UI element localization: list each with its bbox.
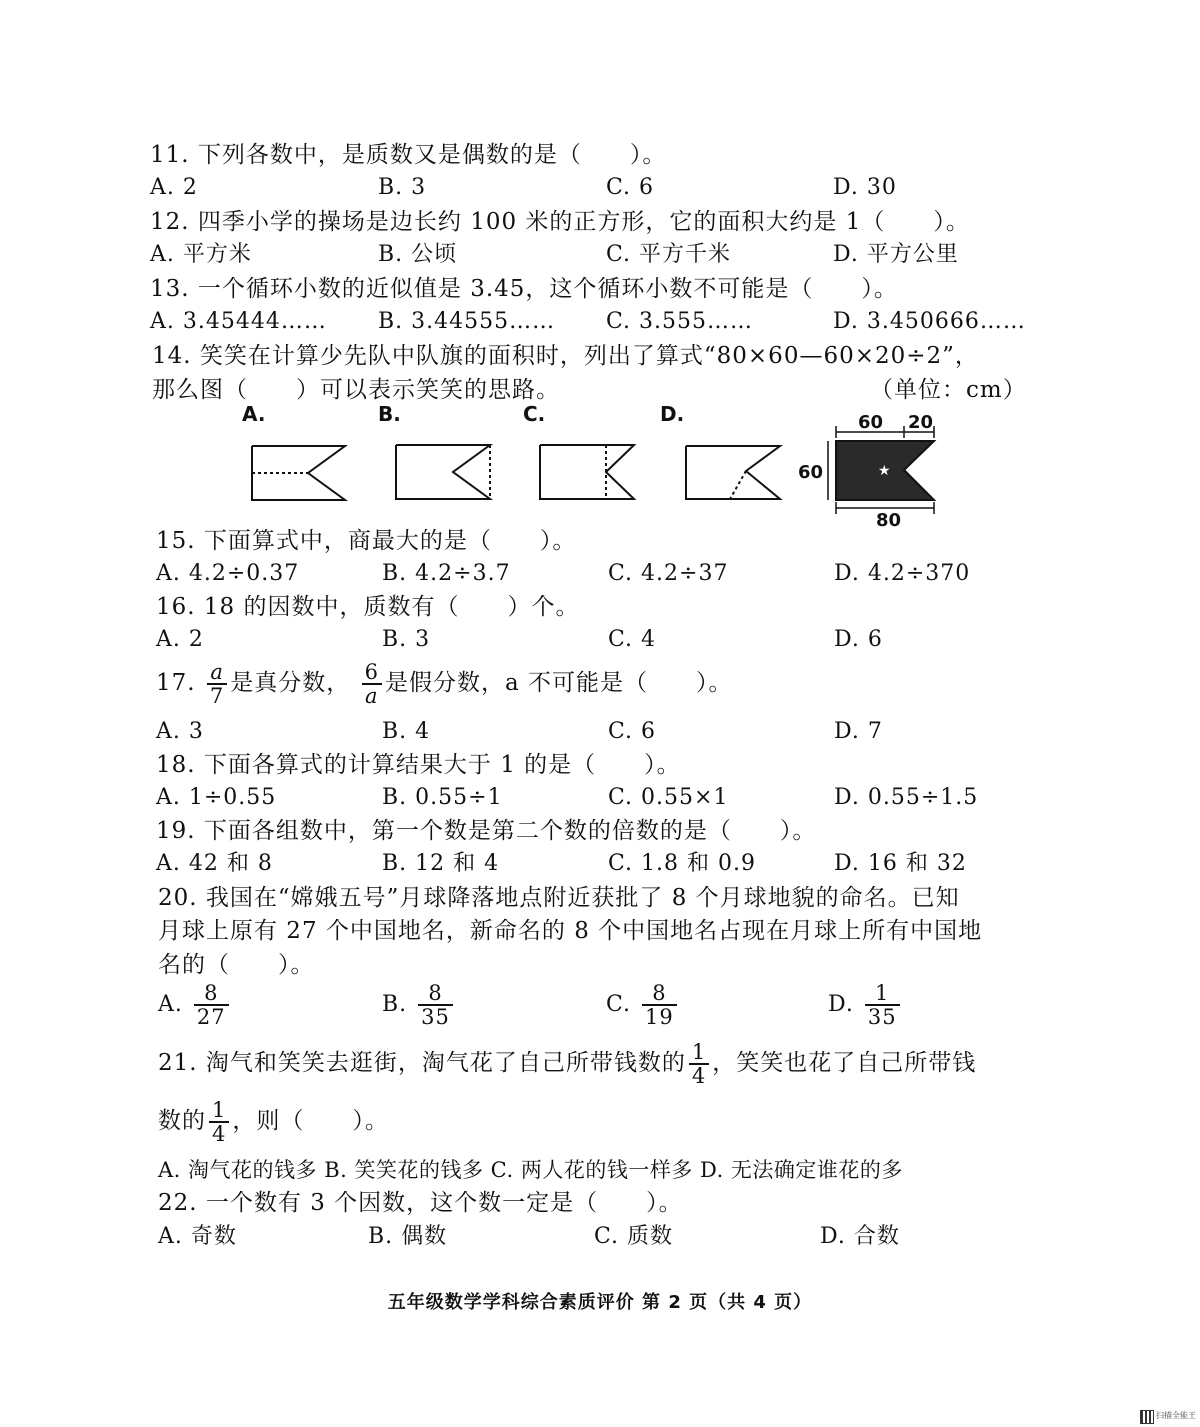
q11-option-d: D. 30 — [833, 175, 897, 200]
q18-option-d: D. 0.55÷1.5 — [834, 785, 979, 810]
fraction-denominator: 27 — [196, 1005, 226, 1029]
q18-stem: 18. 下面各算式的计算结果大于 1 的是（ ）。 — [156, 752, 681, 778]
q12-stem: 12. 四季小学的操场是边长约 100 米的正方形，它的面积大约是 1（ ）。 — [150, 209, 970, 235]
q15-option-c: C. 4.2÷37 — [608, 561, 729, 586]
q17-fraction-1 — [207, 661, 227, 707]
q21-line1 — [158, 1040, 976, 1087]
q16-option-d: D. 6 — [834, 627, 883, 652]
fraction-numerator: 1 — [209, 1099, 229, 1123]
fraction-numerator: 1 — [865, 982, 900, 1006]
q14-figure-c — [540, 445, 634, 499]
q14-figure-label-a: A. — [242, 402, 266, 426]
q17-tail-text: 是假分数，a 不可能是（ ）。 — [384, 670, 733, 696]
q21-text-a: 21. 淘气和笑笑去逛街，淘气花了自己所带钱数的 — [158, 1050, 686, 1076]
q17-mid-text: 是真分数， — [230, 670, 351, 696]
q14-figures — [240, 408, 960, 533]
q13-option-c: C. 3.555…… — [606, 309, 754, 334]
q19-stem: 19. 下面各组数中，第一个数是第二个数的倍数的是（ ）。 — [156, 818, 817, 844]
q20-line1: 20. 我国在“嫦娥五号”月球降落地点附近获批了 8 个月球地貌的命名。已知 — [158, 885, 960, 911]
q14-figure-label-b: B. — [378, 402, 401, 426]
q20-line2: 月球上原有 27 个中国地名，新命名的 8 个中国地名占现在月球上所有中国地 — [158, 918, 983, 944]
q21-text-d: ，则（ ）。 — [232, 1108, 389, 1134]
q18-option-c: C. 0.55×1 — [608, 785, 729, 810]
q12-option-a: A. 平方米 — [150, 242, 252, 267]
q17-stem — [156, 660, 732, 707]
q16-option-c: C. 4 — [608, 627, 657, 652]
q15-option-a: A. 4.2÷0.37 — [156, 561, 300, 586]
fraction-denominator: 19 — [645, 1005, 674, 1029]
q13-option-d: D. 3.450666…… — [833, 309, 1026, 334]
fraction-denominator: 35 — [867, 1005, 897, 1029]
star-icon: ★ — [878, 463, 891, 479]
q20-option-a — [158, 982, 232, 1028]
option-label: D. — [828, 992, 854, 1017]
q18-option-b: B. 0.55÷1 — [382, 785, 503, 810]
q12-option-c: C. 平方千米 — [606, 242, 732, 267]
q14-figure-b — [396, 445, 490, 499]
q11-option-b: B. 3 — [378, 175, 427, 200]
fraction-numerator: 8 — [642, 982, 677, 1006]
q12-option-d: D. 平方公里 — [833, 242, 959, 267]
q21-fraction-2 — [209, 1099, 229, 1145]
option-fraction — [642, 982, 677, 1028]
page-footer: 五年级数学学科综合素质评价 第 2 页（共 4 页） — [387, 1292, 813, 1313]
fraction-denominator: 7 — [209, 684, 225, 708]
q11-option-a: A. 2 — [150, 175, 198, 200]
q16-option-b: B. 3 — [382, 627, 431, 652]
fraction-numerator: a — [207, 661, 227, 685]
q21-options: A. 淘气花的钱多 B. 笑笑花的钱多 C. 两人花的钱一样多 D. 无法确定谁花的多 — [158, 1158, 903, 1182]
q16-option-a: A. 2 — [156, 627, 204, 652]
q14-flag — [798, 412, 934, 531]
q17-option-b: B. 4 — [382, 719, 431, 744]
q11-option-c: C. 6 — [606, 175, 655, 200]
fraction-denominator: a — [365, 684, 379, 708]
q17-option-a: A. 3 — [156, 719, 204, 744]
dim-top-left: 60 — [858, 412, 884, 433]
q11-stem: 11. 下列各数中，是质数又是偶数的是（ ）。 — [150, 142, 667, 168]
q22-option-b: B. 偶数 — [368, 1224, 448, 1249]
option-label: A. — [158, 992, 183, 1017]
q14-figure-label-d: D. — [660, 402, 685, 426]
q14-unit: （单位：cm） — [870, 377, 1027, 403]
q13-option-b: B. 3.44555…… — [378, 309, 556, 334]
q21-line2 — [158, 1098, 389, 1145]
q19-option-a: A. 42 和 8 — [156, 851, 273, 876]
fraction-denominator: 35 — [421, 1005, 450, 1029]
q16-stem: 16. 18 的因数中，质数有（ ）个。 — [156, 594, 580, 620]
q14-figure-d — [686, 446, 780, 499]
option-fraction — [865, 982, 900, 1028]
q19-option-d: D. 16 和 32 — [834, 851, 967, 876]
q20-option-b — [382, 982, 456, 1028]
q20-line3: 名的（ ）。 — [158, 952, 315, 978]
q22-option-d: D. 合数 — [820, 1224, 900, 1249]
dim-bottom: 80 — [876, 510, 902, 531]
q15-option-d: D. 4.2÷370 — [834, 561, 971, 586]
q15-option-b: B. 4.2÷3.7 — [382, 561, 511, 586]
q18-option-a: A. 1÷0.55 — [156, 785, 277, 810]
dim-left: 60 — [798, 462, 824, 483]
q12-option-b: B. 公顷 — [378, 242, 458, 267]
q22-option-c: C. 质数 — [594, 1224, 674, 1249]
qr-code-icon — [1140, 1410, 1154, 1424]
option-label: B. — [382, 992, 408, 1017]
q21-text-b: ，笑笑也花了自己所带钱 — [712, 1050, 977, 1076]
fraction-numerator: 8 — [194, 982, 229, 1006]
option-label: C. — [606, 992, 632, 1017]
q17-option-c: C. 6 — [608, 719, 657, 744]
q20-option-d — [828, 982, 903, 1028]
fraction-denominator: 4 — [691, 1064, 707, 1088]
fraction-numerator: 8 — [418, 982, 453, 1006]
option-fraction — [418, 982, 453, 1028]
option-fraction — [194, 982, 229, 1028]
q13-option-a: A. 3.45444…… — [150, 309, 327, 334]
q19-option-c: C. 1.8 和 0.9 — [608, 851, 756, 876]
q21-text-c: 数的 — [158, 1108, 206, 1134]
fraction-denominator: 4 — [212, 1122, 227, 1146]
q17-fraction-2 — [362, 661, 382, 707]
q19-option-b: B. 12 和 4 — [382, 851, 500, 876]
dim-top-right: 20 — [908, 412, 934, 433]
q17-number: 17. — [156, 670, 196, 696]
fraction-numerator: 1 — [689, 1041, 709, 1065]
scanner-watermark: 扫描全能王 — [1156, 1411, 1196, 1420]
q22-option-a: A. 奇数 — [158, 1224, 237, 1249]
q14-stem-line1: 14. 笑笑在计算少先队中队旗的面积时，列出了算式“80×60—60×20÷2”， — [152, 343, 979, 369]
q20-option-c — [606, 982, 680, 1028]
fraction-numerator: 6 — [362, 661, 382, 685]
q17-option-d: D. 7 — [834, 719, 883, 744]
q15-stem: 15. 下面算式中，商最大的是（ ）。 — [156, 528, 577, 554]
q13-stem: 13. 一个循环小数的近似值是 3.45，这个循环小数不可能是（ ）。 — [150, 276, 898, 302]
q14-stem-line2: 那么图（ ）可以表示笑笑的思路。 — [152, 377, 560, 403]
q21-fraction-1 — [689, 1041, 709, 1087]
q14-figure-a — [252, 446, 345, 500]
q22-stem: 22. 一个数有 3 个因数，这个数一定是（ ）。 — [158, 1190, 683, 1216]
q14-figure-label-c: C. — [523, 402, 546, 426]
